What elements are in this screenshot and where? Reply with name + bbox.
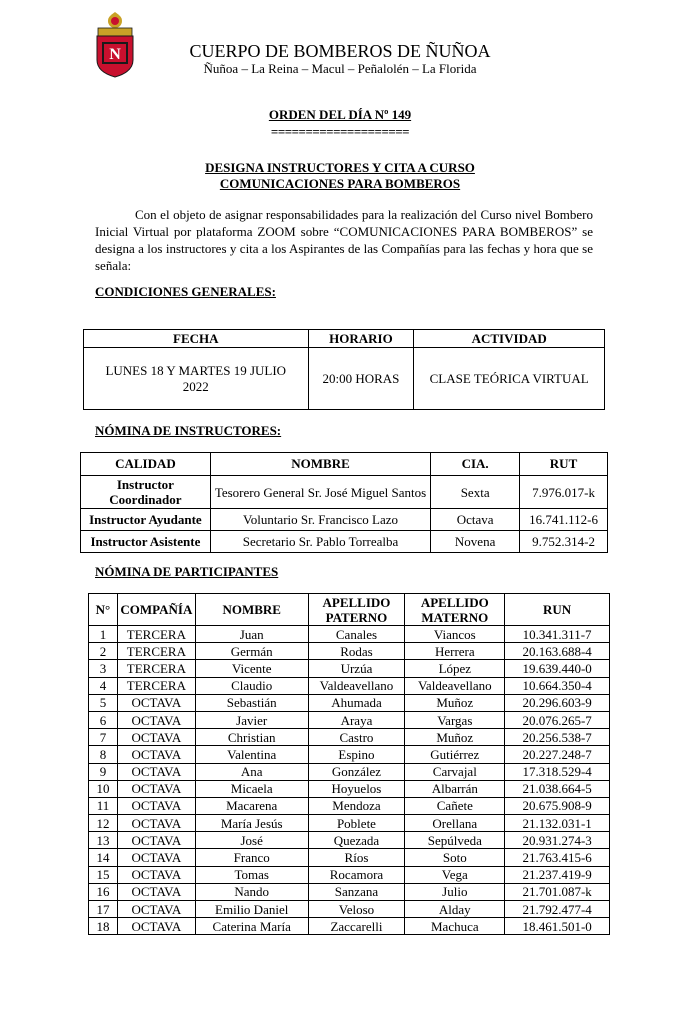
participant-num: 10 (89, 780, 118, 797)
participant-name: María Jesús (195, 815, 308, 832)
participant-num: 15 (89, 866, 118, 883)
header-num: N° (89, 594, 118, 626)
participant-maternal-surname: Viancos (405, 626, 505, 643)
participant-company: TERCERA (117, 660, 195, 677)
participant-name: Macarena (195, 797, 308, 814)
participant-company: OCTAVA (117, 763, 195, 780)
participant-num: 18 (89, 918, 118, 935)
instructor-quality: Instructor Coordinador (81, 476, 211, 509)
participant-name: Tomas (195, 866, 308, 883)
participant-maternal-surname: Machuca (405, 918, 505, 935)
crest-flame-icon (108, 12, 122, 28)
instructor-rut: 16.741.112-6 (520, 509, 608, 531)
header-company: COMPAÑÍA (117, 594, 195, 626)
crest-letter: N (109, 46, 121, 63)
participant-run: 20.227.248-7 (505, 746, 610, 763)
header-name: NOMBRE (210, 453, 430, 476)
participant-num: 6 (89, 711, 118, 728)
participant-maternal-surname: Soto (405, 849, 505, 866)
participant-paternal-surname: Ríos (308, 849, 405, 866)
participant-row (89, 729, 610, 746)
header-paternal-surname: APELLIDO PATERNO (308, 594, 405, 626)
participant-paternal-surname: Espino (308, 746, 405, 763)
participant-row (89, 832, 610, 849)
participant-paternal-surname: Urzúa (308, 660, 405, 677)
participant-num: 16 (89, 883, 118, 900)
participant-row (89, 711, 610, 728)
instructor-quality: Instructor Ayudante (81, 509, 211, 531)
instructor-name: Tesorero General Sr. José Miguel Santos (210, 476, 430, 509)
participant-company: OCTAVA (117, 780, 195, 797)
participant-num: 12 (89, 815, 118, 832)
participant-maternal-surname: Valdeavellano (405, 677, 505, 694)
participant-row (89, 780, 610, 797)
participant-row (89, 677, 610, 694)
participant-run: 18.461.501-0 (505, 918, 610, 935)
participant-paternal-surname: Zaccarelli (308, 918, 405, 935)
participant-row (89, 626, 610, 643)
header-rut: RUT (520, 453, 608, 476)
instructor-company: Octava (431, 509, 520, 531)
participant-run: 20.163.688-4 (505, 643, 610, 660)
participant-name: Micaela (195, 780, 308, 797)
participant-company: TERCERA (117, 643, 195, 660)
participant-name: Nando (195, 883, 308, 900)
participant-company: OCTAVA (117, 918, 195, 935)
participant-run: 20.296.603-9 (505, 694, 610, 711)
participant-paternal-surname: Poblete (308, 815, 405, 832)
header-time: HORARIO (308, 330, 414, 348)
participant-company: OCTAVA (117, 901, 195, 918)
participant-run: 21.132.031-1 (505, 815, 610, 832)
participant-maternal-surname: Muñoz (405, 729, 505, 746)
participant-row (89, 797, 610, 814)
participant-row (89, 763, 610, 780)
participant-name: Vicente (195, 660, 308, 677)
participant-row (89, 866, 610, 883)
participant-row (89, 660, 610, 677)
header-date: FECHA (84, 330, 309, 348)
participant-name: Caterina María (195, 918, 308, 935)
participant-num: 1 (89, 626, 118, 643)
instructor-rut: 7.976.017-k (520, 476, 608, 509)
instructor-company: Novena (431, 531, 520, 553)
header-name: NOMBRE (195, 594, 308, 626)
participant-company: OCTAVA (117, 694, 195, 711)
participant-name: Sebastián (195, 694, 308, 711)
instructor-name: Voluntario Sr. Francisco Lazo (210, 509, 430, 531)
organization-communes: Ñuñoa – La Reina – Macul – Peñalolén – La Florida (203, 61, 477, 76)
participant-maternal-surname: Vargas (405, 711, 505, 728)
participants-header-row (89, 594, 610, 626)
participant-num: 7 (89, 729, 118, 746)
instructor-row (81, 531, 608, 553)
fire-department-crest-logo (95, 12, 135, 78)
instructor-quality: Instructor Asistente (81, 531, 211, 553)
participant-maternal-surname: Sepúlveda (405, 832, 505, 849)
participant-paternal-surname: Castro (308, 729, 405, 746)
participant-maternal-surname: Julio (405, 883, 505, 900)
participant-company: OCTAVA (117, 832, 195, 849)
condition-date: LUNES 18 Y MARTES 19 JULIO 2022 (84, 348, 309, 410)
participant-run: 20.931.274-3 (505, 832, 610, 849)
participant-run: 21.792.477-4 (505, 901, 610, 918)
participant-run: 21.038.664-5 (505, 780, 610, 797)
participant-paternal-surname: Rocamora (308, 866, 405, 883)
participant-name: Juan (195, 626, 308, 643)
participant-name: Emilio Daniel (195, 901, 308, 918)
participant-paternal-surname: Ahumada (308, 694, 405, 711)
participant-paternal-surname: Canales (308, 626, 405, 643)
participant-row (89, 815, 610, 832)
participant-paternal-surname: González (308, 763, 405, 780)
instructor-name: Secretario Sr. Pablo Torrealba (210, 531, 430, 553)
participant-num: 5 (89, 694, 118, 711)
participant-name: Valentina (195, 746, 308, 763)
participant-run: 20.256.538-7 (505, 729, 610, 746)
instructor-row (81, 476, 608, 509)
participant-num: 3 (89, 660, 118, 677)
conditions-heading: CONDICIONES GENERALES: (95, 284, 276, 299)
participant-paternal-surname: Quezada (308, 832, 405, 849)
participant-name: José (195, 832, 308, 849)
participant-num: 9 (89, 763, 118, 780)
participant-maternal-surname: Orellana (405, 815, 505, 832)
participant-paternal-surname: Sanzana (308, 883, 405, 900)
participant-run: 19.639.440-0 (505, 660, 610, 677)
participant-run: 10.664.350-4 (505, 677, 610, 694)
participant-maternal-surname: López (405, 660, 505, 677)
participant-name: Christian (195, 729, 308, 746)
participant-run: 21.237.419-9 (505, 866, 610, 883)
participant-maternal-surname: Carvajal (405, 763, 505, 780)
participant-company: OCTAVA (117, 711, 195, 728)
intro-paragraph: Con el objeto de asignar responsabilidades para la realización del Curso nivel Bombero Inicial Virtual por plataforma ZOOM sobre “COMUNICACIONES PARA BOMBEROS” se designa a los instructores y cita a los Aspirantes de las Compañías para las fechas y hora que se señala: (95, 207, 593, 273)
participant-run: 20.675.908-9 (505, 797, 610, 814)
header-company: CIA. (431, 453, 520, 476)
order-title: ORDEN DEL DÍA Nº 149 (268, 107, 412, 122)
header-maternal-surname: APELLIDO MATERNO (405, 594, 505, 626)
header-activity: ACTIVIDAD (414, 330, 605, 348)
participant-num: 4 (89, 677, 118, 694)
participant-row (89, 883, 610, 900)
participant-paternal-surname: Rodas (308, 643, 405, 660)
participant-row (89, 901, 610, 918)
instructor-company: Sexta (431, 476, 520, 509)
organization-name: CUERPO DE BOMBEROS DE ÑUÑOA (189, 41, 491, 61)
conditions-header-row (84, 330, 605, 348)
participant-company: OCTAVA (117, 815, 195, 832)
condition-activity: CLASE TEÓRICA VIRTUAL (414, 348, 605, 410)
participant-paternal-surname: Mendoza (308, 797, 405, 814)
header-quality: CALIDAD (81, 453, 211, 476)
instructor-row (81, 509, 608, 531)
participant-num: 8 (89, 746, 118, 763)
participant-run: 21.763.415-6 (505, 849, 610, 866)
instructors-heading: NÓMINA DE INSTRUCTORES: (95, 423, 282, 438)
participants-heading: NÓMINA DE PARTICIPANTES (95, 564, 279, 579)
participant-company: OCTAVA (117, 883, 195, 900)
participant-run: 21.701.087-k (505, 883, 610, 900)
participant-company: OCTAVA (117, 746, 195, 763)
document-subject (0, 160, 680, 192)
participant-row (89, 694, 610, 711)
participant-num: 2 (89, 643, 118, 660)
participant-maternal-surname: Muñoz (405, 694, 505, 711)
subject-line-2: COMUNICACIONES PARA BOMBEROS (219, 176, 461, 191)
participant-name: Ana (195, 763, 308, 780)
participant-row (89, 746, 610, 763)
participant-name: Germán (195, 643, 308, 660)
condition-time: 20:00 HORAS (308, 348, 414, 410)
subject-line-1: DESIGNA INSTRUCTORES Y CITA A CURSO (205, 160, 475, 175)
participant-maternal-surname: Vega (405, 866, 505, 883)
participant-num: 17 (89, 901, 118, 918)
participant-name: Claudio (195, 677, 308, 694)
participant-paternal-surname: Valdeavellano (308, 677, 405, 694)
participant-num: 14 (89, 849, 118, 866)
participant-company: OCTAVA (117, 797, 195, 814)
participant-run: 20.076.265-7 (505, 711, 610, 728)
participant-company: TERCERA (117, 626, 195, 643)
participant-company: OCTAVA (117, 866, 195, 883)
conditions-table (83, 329, 605, 410)
participant-paternal-surname: Veloso (308, 901, 405, 918)
participant-company: OCTAVA (117, 849, 195, 866)
participant-name: Javier (195, 711, 308, 728)
header-run: RUN (505, 594, 610, 626)
instructors-table (80, 452, 608, 553)
participant-row (89, 918, 610, 935)
instructors-header-row (81, 453, 608, 476)
conditions-row (84, 348, 605, 410)
participant-row (89, 643, 610, 660)
instructor-rut: 9.752.314-2 (520, 531, 608, 553)
participant-company: TERCERA (117, 677, 195, 694)
participant-num: 11 (89, 797, 118, 814)
participant-maternal-surname: Herrera (405, 643, 505, 660)
participants-body (89, 626, 610, 935)
participant-maternal-surname: Albarrán (405, 780, 505, 797)
participants-table (88, 593, 610, 935)
participant-maternal-surname: Gutiérrez (405, 746, 505, 763)
participant-run: 10.341.311-7 (505, 626, 610, 643)
participant-run: 17.318.529-4 (505, 763, 610, 780)
order-title-rule: ==================== (270, 124, 410, 139)
participant-row (89, 849, 610, 866)
participant-maternal-surname: Cañete (405, 797, 505, 814)
participant-paternal-surname: Hoyuelos (308, 780, 405, 797)
participant-paternal-surname: Araya (308, 711, 405, 728)
participant-company: OCTAVA (117, 729, 195, 746)
participant-maternal-surname: Alday (405, 901, 505, 918)
participant-name: Franco (195, 849, 308, 866)
participant-num: 13 (89, 832, 118, 849)
